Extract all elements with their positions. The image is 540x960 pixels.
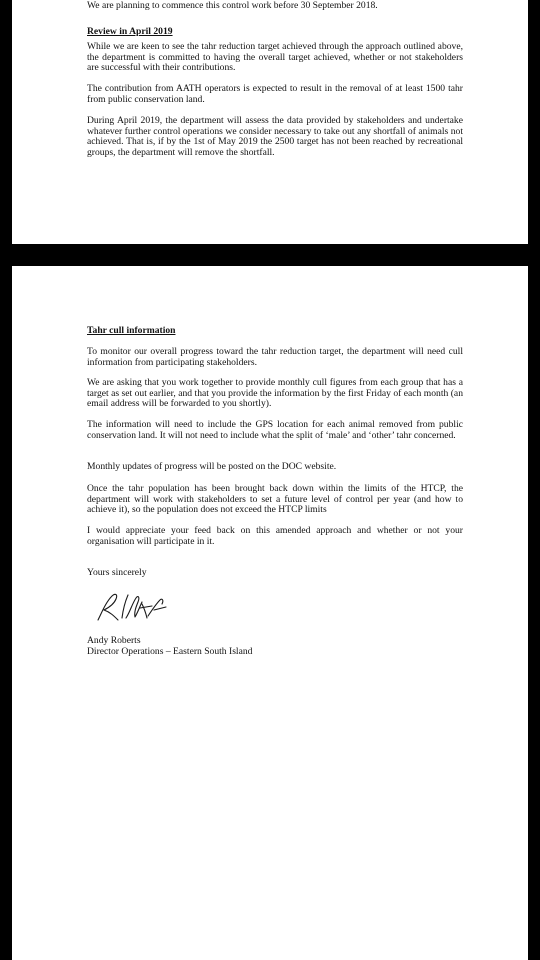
closing-salutation: Yours sincerely [87, 567, 147, 578]
cull-paragraph-1: To monitor our overall progress toward the tahr reduction target, the department will need cull information from participating stakeholders. [87, 346, 463, 368]
cull-paragraph-5: Once the tahr population has been brought back down within the limits of the HTCP, the department will work with stakeholders to set a future level of control per year (and how to achieve it), so the population does not exceed the HTCP limits [87, 483, 463, 516]
signer-title: Director Operations – Eastern South Island [87, 646, 253, 657]
signature-image [92, 590, 172, 624]
cull-paragraph-3: The information will need to include the GPS location for each animal removed from public conservation land. It will not need to include what the split of ‘male’ and ‘other’ tahr concerned. [87, 419, 463, 441]
cull-info-heading: Tahr cull information [87, 325, 176, 336]
letter-page-2 [12, 266, 528, 960]
letter-page-1 [12, 0, 528, 244]
review-paragraph-3: During April 2019, the department will assess the data provided by stakeholders and undertake whatever further control operations we consider necessary to take out any shortfall of animals not achieved. That is, if by the 1st of May 2019 the 2500 target has not been reached by recreational groups, the department will remove the shortfall. [87, 115, 463, 158]
cull-paragraph-2: We are asking that you work together to provide monthly cull figures from each group that has a target as set out earlier, and that you provide the information by the first Friday of each month (an email address will be forwarded to you shortly). [87, 377, 463, 410]
review-paragraph-2: The contribution from AATH operators is expected to result in the removal of at least 1500 tahr from public conservation land. [87, 83, 463, 105]
review-heading: Review in April 2019 [87, 26, 173, 37]
cull-paragraph-4: Monthly updates of progress will be posted on the DOC website. [87, 461, 337, 472]
planning-commencement-text: We are planning to commence this control work before 30 September 2018. [87, 0, 378, 11]
review-paragraph-1: While we are keen to see the tahr reduction target achieved through the approach outlined above, the department is committed to having the overall target achieved, whether or not stakeholders are successful with their contributions. [87, 41, 463, 74]
cull-paragraph-6: I would appreciate your feed back on this amended approach and whether or not your organisation will participate in it. [87, 525, 463, 547]
signer-name: Andy Roberts [87, 635, 141, 646]
